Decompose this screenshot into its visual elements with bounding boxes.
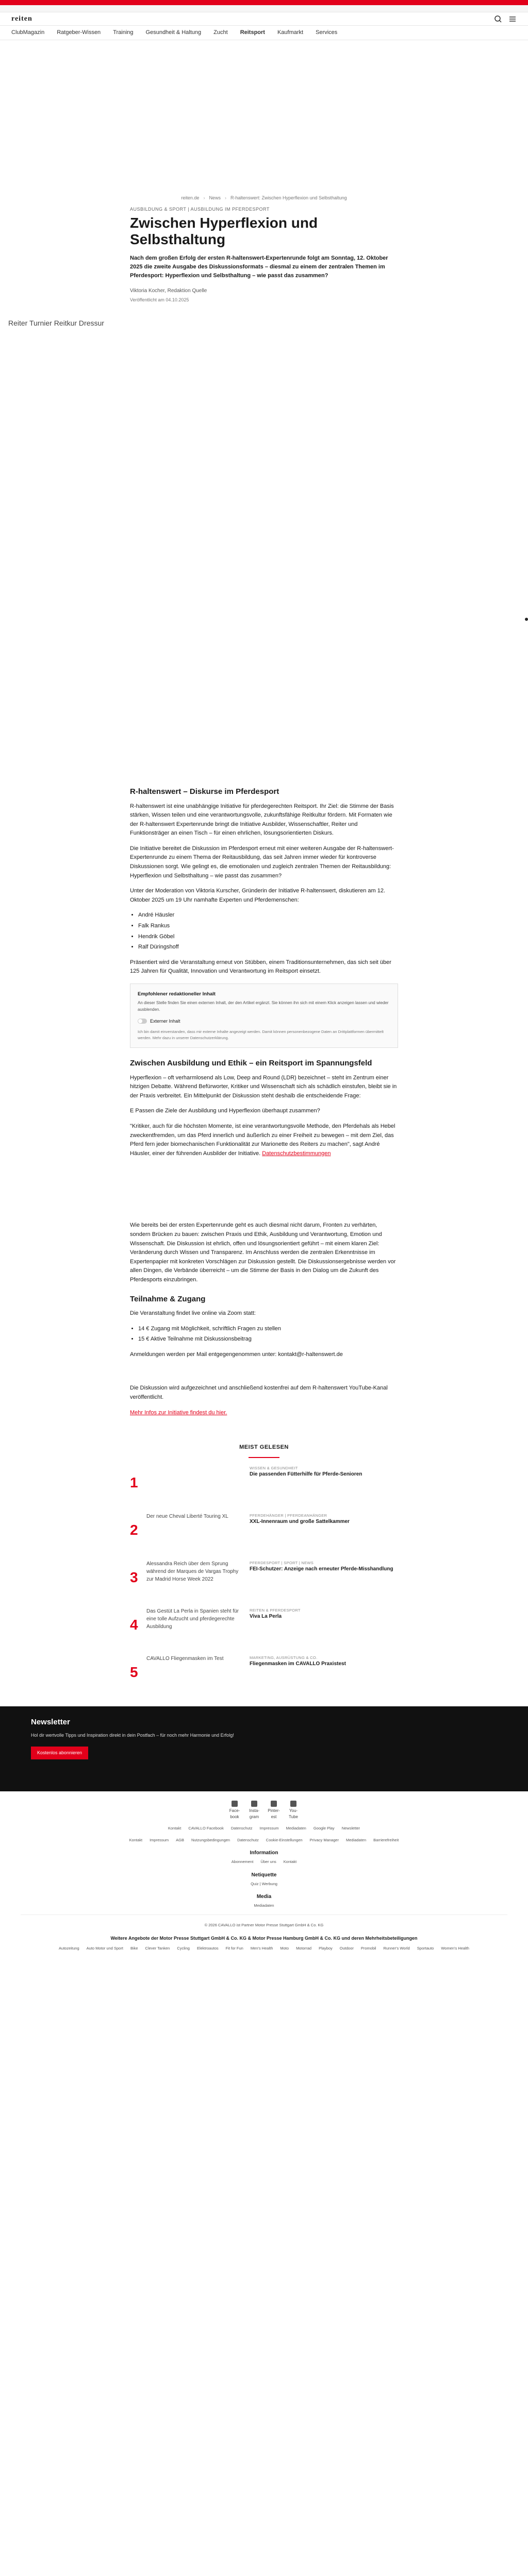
list-item-text [250, 1607, 301, 1620]
embed-title: Empfohlener redaktioneller Inhalt [138, 991, 216, 997]
ad-placeholder [0, 40, 528, 195]
section-divider [249, 1457, 279, 1458]
nav-item-ratgeber[interactable]: Ratgeber-Wissen [57, 29, 101, 36]
footer-links-secondary [21, 1837, 507, 1843]
more-offers-title: Weitere Angebote der Motor Presse Stuttgart GmbH & Co. KG & Motor Presse Hamburg GmbH & Co. KG und deren Mehrheitsbeteiligungen [110, 1936, 418, 1941]
article-header [130, 195, 398, 303]
footer-link[interactable]: Datenschutz [230, 1825, 253, 1831]
footer-link[interactable]: Women's Health [441, 1945, 469, 1951]
header-icons [494, 15, 517, 23]
instagram-link[interactable] [246, 1801, 262, 1820]
paragraph: Wie bereits bei der ersten Expertenrunde geht es auch diesmal nicht darum, Fronten zu verhärten, sondern Brücken zu bauen: zwischen Praxis und Ethik, Ausbildung und Verantwortung, Emotion und Wissenschaft. Die Diskussion ist ehrlich, offen und lösungsorientiert geführt – mit einem klaren Ziel: Veränderung durch Wissen und Transparenz. Im Anschluss werden die zentralen Erkenntnisse im Expertenpapier mit konkreten Vorschlägen zur Diskussion gestellt. Die Diskussionsergebnisse werden vor allen Dingen, die Verbände überreicht – um die Stimme der Basis in den Dialog um die Zukunft des Pferdesports einzubringen. [130, 1222, 396, 1283]
facebook-link[interactable] [227, 1801, 242, 1820]
footer-link[interactable]: Elektroautos [196, 1945, 219, 1951]
footer-link[interactable]: Privacy Manager [309, 1838, 339, 1842]
article-body [130, 787, 398, 1417]
section-title: R-haltenswert – Diskurse im Pferdesport [130, 787, 279, 796]
footer-link[interactable]: Clever Tanken [145, 1945, 170, 1951]
rank-number: 5 [130, 1664, 138, 1680]
item-title[interactable]: Fliegenmasken im CAVALLO Praxistest [250, 1661, 346, 1667]
footer-link[interactable]: Auto Motor und Sport [86, 1945, 123, 1951]
thumbnail[interactable]: Der neue Cheval Liberté Touring XL [146, 1513, 228, 1519]
external-content-toggle[interactable] [138, 1018, 390, 1025]
item-title[interactable]: XXL-Innenraum und große Sattelkammer [250, 1519, 350, 1524]
footer-links-primary [21, 1825, 507, 1831]
article-teaser: Nach dem großen Erfolg der ersten R-haltenswert-Expertenrunde folgt am Sonntag, 12. Oktober 2025 die zweite Ausgabe des Diskussionsformats – diesmal zu einem der zentralen Themen im Pferdesport: Hyperflexion und Selbsthaltung – wie passt das zusammen? [130, 255, 388, 279]
footer-link[interactable]: Moto [280, 1945, 289, 1951]
top-strip [0, 5, 528, 12]
footer-link[interactable]: CAVALLO Facebook [188, 1825, 224, 1831]
footer-link[interactable]: Quiz | Werbung [251, 1881, 277, 1886]
footer-link[interactable]: Men's Health [250, 1945, 273, 1951]
footer-link[interactable]: Mediadaten [286, 1825, 306, 1831]
footer-link[interactable]: Google Play [313, 1825, 335, 1831]
list-item-text [250, 1465, 362, 1478]
spacer [130, 1164, 398, 1221]
footer-link[interactable]: Outdoor [339, 1945, 354, 1951]
toggle-switch[interactable] [138, 1019, 147, 1024]
rank-number: 3 [130, 1569, 138, 1585]
footer-link[interactable]: Bike [130, 1945, 138, 1951]
toggle-label: Externer Inhalt [150, 1018, 180, 1024]
nav-item-reitsport[interactable]: Reitsport [240, 29, 265, 36]
footer-link[interactable]: Runner's World [383, 1945, 410, 1951]
scroll-indicator [525, 618, 528, 621]
footer-link[interactable]: Promobil [360, 1945, 376, 1951]
list-item: • 14 € Zugang mit Möglichkeit, schriftlich Fragen zu stellen [138, 1325, 398, 1334]
privacy-link[interactable]: Datenschutzbestimmungen [262, 1150, 331, 1157]
footer-link[interactable]: Cycling [177, 1945, 190, 1951]
paragraph: E Passen die Ziele der Ausbildung und Hyperflexion überhaupt zusammen? [130, 1108, 320, 1114]
embed-description: An dieser Stelle finden Sie einen externen Inhalt, der den Artikel ergänzt. Sie können ihn sich mit einem Klick anzeigen lassen und wieder ausblenden. [138, 1001, 389, 1012]
subscribe-button[interactable]: Kostenlos abonnieren [31, 1747, 88, 1760]
list-item-text [250, 1513, 350, 1526]
footer-info-links [21, 1859, 507, 1865]
breadcrumb [130, 195, 398, 202]
footer-link[interactable]: Abonnement [231, 1859, 254, 1865]
quote-text: "Kritiker, auch für die höchsten Momente, ist eine verantwortungsvolle Methode, den Pferdehals als Hebel zweckentfremden, um das Pferd innerlich und äußerlich zu einer Freiheit zu bewegen – mit dem Ziel, das Pferd fern jeder biomechanischen Funktionalität zur Marionette des Reiters zu machen", sagt André Häusler, einer der führenden Ausbilder der Initiative. [130, 1123, 395, 1157]
footer-link[interactable]: Sportauto [417, 1945, 434, 1951]
facebook-icon [232, 1801, 238, 1807]
item-title[interactable]: Viva La Perla [250, 1614, 282, 1619]
paragraph: Hyperflexion – oft verharmlosend als Low, Deep and Round (LDR) bezeichnet – steht im Zentrum einer hitzigen Debatte. Während Befürworter, Kritiker und Wissenschaft sich als schädlich einstufen, bleibt sie in der Praxis verbreitet. Ein Mittelpunkt der Diskussion steht deshalb die entscheidende Frage: [130, 1074, 397, 1099]
footer-link[interactable]: Nutzungsbedingungen [191, 1838, 230, 1842]
footer-link[interactable]: Kontakt [283, 1859, 297, 1865]
list-item[interactable] [130, 1465, 398, 1501]
footer-link[interactable]: Über uns [260, 1859, 276, 1865]
footer-link[interactable]: Newsletter [341, 1825, 360, 1831]
paragraph: Die Veranstaltung findet live online via Zoom statt: [130, 1310, 256, 1317]
list-item-text [250, 1560, 393, 1573]
breadcrumb-separator: › [203, 195, 205, 200]
paragraph: Unter der Moderation von Viktoria Kurscher, Gründerin der Initiative R-haltenswert, diskutieren am 12. Oktober 2025 um 19 Uhr namhafte Experten und Pferdemenschen: [130, 888, 386, 903]
newsletter-section [0, 1706, 528, 1791]
site-header [0, 12, 528, 26]
footer-link[interactable]: Kontakt [168, 1825, 182, 1831]
footer-link[interactable]: AGB [176, 1838, 185, 1842]
newsletter-title: Newsletter [31, 1717, 70, 1726]
main-navigation [0, 26, 528, 40]
thumbnail[interactable]: Das Gestüt La Perla in Spanien steht für eine tolle Aufzucht und pferdegerechte Ausbildung [146, 1608, 239, 1630]
footer-link[interactable]: Impressum [259, 1825, 279, 1831]
list-item[interactable] [130, 1607, 398, 1643]
site-footer [0, 1791, 528, 2576]
panel-list [138, 911, 398, 952]
most-read-section [130, 1443, 398, 1691]
instagram-icon [251, 1801, 257, 1807]
paragraph: Die Initiative bereitet die Diskussion im Pferdesport erneut mit einer weiteren Ausgabe der R-haltenswert-Expertenrunde zu einem Thema der Reitausbildung, das seit Jahren immer wieder für kontroverse Diskussionen sorgt. Wie gelingt es, die emotionalen und zugleich zentralen Themen der Reitausbildung: Hyperflexion und Selbsthaltung – wie passt das zusammen? [130, 845, 394, 879]
footer-info-title: Information [250, 1850, 278, 1856]
section-title: Teilnahme & Zugang [130, 1294, 206, 1303]
embed-note: Ich bin damit einverstanden, dass mir externe Inhalte angezeigt werden. Damit können personenbezogene Daten an Drittplattformen übermittelt werden. Mehr dazu in unserer Datenschutzerklärung. [138, 1029, 384, 1041]
youtube-icon [290, 1801, 296, 1807]
nav-item-services[interactable]: Services [316, 29, 338, 36]
thumbnail[interactable] [146, 1465, 244, 1501]
more-offers-links [21, 1945, 507, 1951]
footer-link[interactable]: Mediadaten [345, 1838, 367, 1842]
article-kicker: AUSBILDUNG & SPORT | AUSBILDUNG IM PFERDESPORT [130, 206, 270, 212]
rank-number: 2 [130, 1521, 138, 1538]
pinterest-link[interactable] [266, 1801, 282, 1820]
footer-link[interactable]: Fit for Fun [225, 1945, 243, 1951]
youtube-link[interactable] [286, 1801, 301, 1820]
rank-number: 4 [130, 1616, 138, 1633]
footer-link[interactable]: Barrierefreiheit [373, 1838, 399, 1842]
item-category: PFERDESPORT | SPORT | NEWS [250, 1560, 314, 1565]
breadcrumb-home[interactable]: reiten.de [181, 195, 200, 200]
top-accent-bar [0, 0, 528, 5]
copyright-notice: © 2026 CAVALLO ist Partner Motor Presse Stuttgart GmbH & Co. KG [21, 1914, 507, 1935]
footer-link[interactable]: Autozeitung [59, 1945, 79, 1951]
social-label: Pinter-est [268, 1808, 280, 1819]
article-headline: Zwischen Hyperflexion und Selbsthaltung [130, 215, 318, 248]
footer-link[interactable]: Playboy [319, 1945, 333, 1951]
newsletter-text: Hol dir wertvolle Tipps und Inspiration direkt in dein Postfach – für noch mehr Harmonie und Erfolg! [31, 1733, 234, 1738]
thumbnail[interactable]: CAVALLO Fliegenmasken im Test [146, 1655, 224, 1662]
most-read-title: MEIST GELESEN [239, 1444, 289, 1451]
menu-icon[interactable] [508, 15, 517, 23]
list-item[interactable] [130, 1560, 398, 1596]
list-item: • Hendrik Göbel [138, 933, 398, 942]
site-logo[interactable]: reiten [11, 15, 32, 23]
initiative-link[interactable]: Mehr Infos zur Initiative findest du hier. [130, 1409, 227, 1416]
article-author: Viktoria Kocher, Redaktion Quelle [130, 287, 207, 294]
list-item: • 15 € Aktive Teilnahme mit Diskussionsbeitrag [138, 1335, 398, 1344]
item-category: REITEN & PFERDESPORT [250, 1607, 301, 1613]
breadcrumb-separator: › [224, 195, 226, 200]
footer-link[interactable]: Mediadaten [254, 1903, 274, 1908]
footer-link[interactable]: Cookie-Einstellungen [266, 1838, 303, 1842]
social-links [21, 1801, 507, 1820]
paragraph: Präsentiert wird die Veranstaltung erneut von Stübben, einem Traditionsunternehmen, das sich seit über 125 Jahren für Qualität, Innovation und Verantwortung im Reitsport einsetzt. [130, 959, 391, 975]
nav-item-training[interactable]: Training [113, 29, 134, 36]
thumbnail[interactable]: Alessandra Reich über dem Sprung während der Marques de Vargas Trophy zur Madrid Horse Week 2022 [146, 1561, 239, 1582]
rank-number: 1 [130, 1474, 138, 1490]
section-title: Zwischen Ausbildung und Ethik – ein Reitsport im Spannungsfeld [130, 1059, 372, 1068]
paragraph: R-haltenswert ist eine unabhängige Initiative für pferdegerechten Reitsport. Ihr Ziel: die Stimme der Basis stärken, Wissen teilen und eine verantwortungsvolle, zukunftsfähige Reitkultur fördern. Mit Formaten wie der R-haltenswert Expertenrunde bringt die Initiative Ausbilder, Wissenschaftler, Reiter und Funktionsträger an einen Tisch – für einen ehrlichen, lösungsorientierten Diskurs. [130, 803, 394, 837]
list-item[interactable] [130, 1513, 398, 1549]
footer-media-links [21, 1903, 507, 1908]
breadcrumb-current: R-haltenswert: Zwischen Hyperflexion und Selbsthaltung [230, 195, 347, 200]
breadcrumb-news[interactable]: News [209, 195, 221, 200]
footer-link[interactable]: Kontakt [129, 1838, 143, 1842]
footer-link[interactable]: Datenschutz [237, 1838, 259, 1842]
list-item: • Ralf Düringshoff [138, 943, 398, 952]
item-title[interactable]: FEI-Schutzer: Anzeige nach erneuter Pferde-Misshandlung [250, 1566, 393, 1572]
footer-media-title: Media [256, 1893, 272, 1900]
hero-image [0, 314, 528, 777]
item-category: MARKETING, AUSRÜSTUNG & CO. [250, 1655, 318, 1660]
nav-item-kaufmarkt[interactable]: Kaufmarkt [277, 29, 304, 36]
list-item[interactable] [130, 1655, 398, 1691]
item-category: PFERDEHÄNGER | PFERDEANHÄNGER [250, 1513, 327, 1518]
nav-item-clubmagazin[interactable]: ClubMagazin [11, 29, 45, 36]
spacer [130, 1365, 398, 1384]
external-content-box [130, 984, 398, 1048]
nav-item-gesundheit[interactable]: Gesundheit & Haltung [145, 29, 202, 36]
footer-partners-sub [21, 1881, 507, 1887]
list-item: • André Häusler [138, 911, 398, 920]
social-label: Insta-gram [249, 1808, 259, 1819]
social-label: You-Tube [289, 1808, 298, 1819]
page-bottom-space [21, 1957, 507, 2576]
nav-item-zucht[interactable]: Zucht [213, 29, 228, 36]
participation-list [138, 1325, 398, 1344]
article-date: Veröffentlicht am 04.10.2025 [130, 297, 189, 302]
item-category: WISSEN & GESUNDHEIT [250, 1465, 298, 1470]
search-icon[interactable] [494, 15, 502, 23]
paragraph: Die Diskussion wird aufgezeichnet und anschließend kostenfrei auf dem R-haltenswert YouTube-Kanal veröffentlicht. [130, 1385, 388, 1401]
list-item: • Falk Rankus [138, 922, 398, 931]
footer-link[interactable]: Impressum [150, 1838, 169, 1842]
footer-partners-title: Netiquette [251, 1872, 277, 1878]
item-title[interactable]: Die passenden Fütterhilfe für Pferde-Senioren [250, 1471, 362, 1477]
hero-image-alt: Reiter Turnier Reitkur Dressur [8, 319, 104, 328]
paragraph [130, 1122, 398, 1158]
social-label: Face-book [229, 1808, 240, 1819]
pinterest-icon [271, 1801, 277, 1807]
footer-link[interactable]: Motorrad [296, 1945, 312, 1951]
paragraph: Anmeldungen werden per Mail entgegengenommen unter: kontakt@r-haltenswert.de [130, 1351, 343, 1358]
list-item-text [250, 1655, 346, 1668]
